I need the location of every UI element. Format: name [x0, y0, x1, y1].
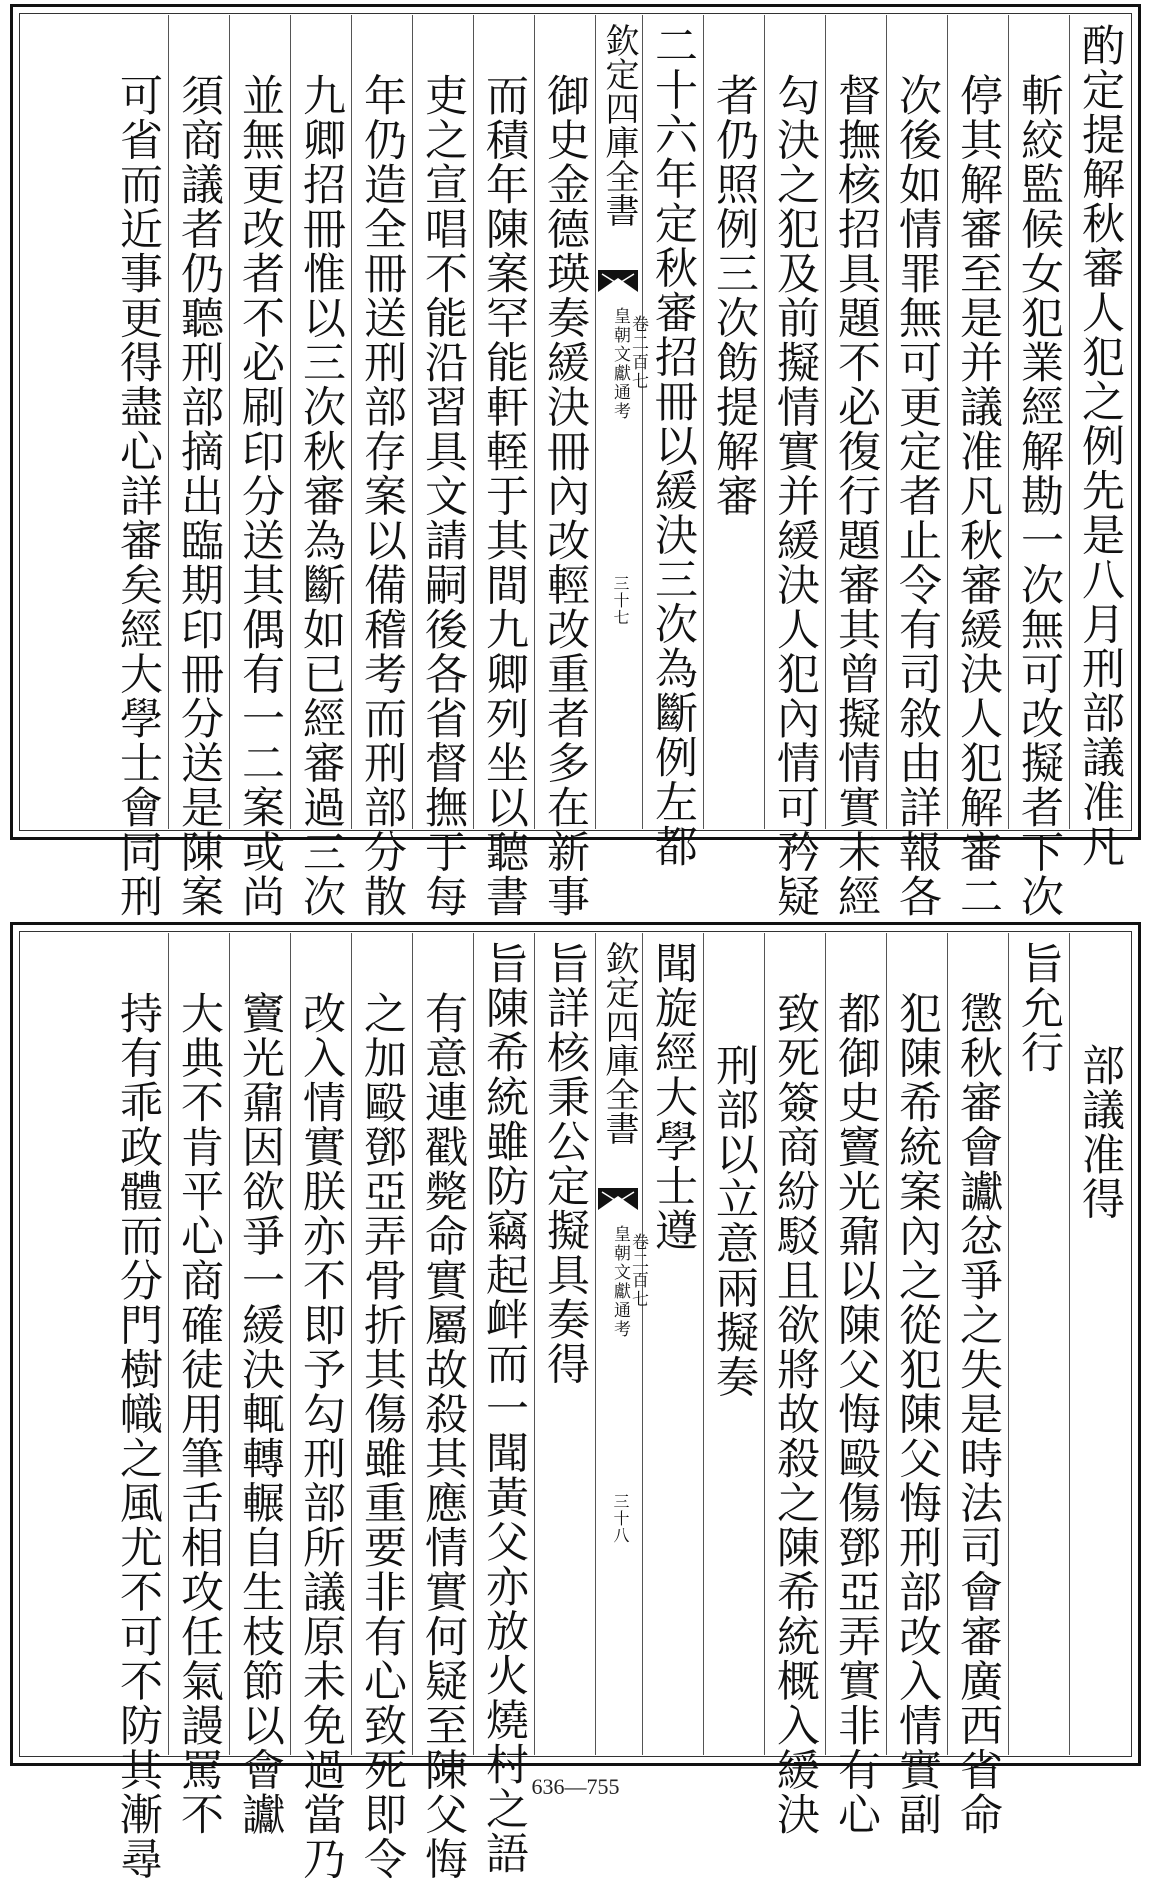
text-column	[229, 15, 290, 919]
fish-tail-mark-icon	[598, 1188, 638, 1210]
center-fold-column	[595, 933, 648, 1755]
text-column	[642, 933, 703, 1755]
column-text: 大典不肯平心商確徒用筆舌相攻任氣謾罵不	[174, 991, 224, 1837]
column-text: 者仍照例三次飭提解審	[709, 73, 759, 518]
column-text: 刑部以立意兩擬奏	[709, 1043, 759, 1399]
text-column	[473, 15, 534, 919]
text-column	[168, 15, 229, 919]
text-column	[703, 15, 764, 829]
column-text: 須商議者仍聽刑部摘出臨期印冊分送是陳案	[174, 73, 224, 919]
page-number-footer: 636—755	[531, 1774, 620, 1799]
text-column	[764, 933, 825, 1837]
column-text: 都御史竇光鼐以陳父悔毆傷鄧亞弄實非有心	[831, 991, 881, 1837]
collection-title: 欽定四庫全書	[599, 23, 639, 227]
text-column	[107, 933, 168, 1881]
text-column	[1069, 933, 1130, 1755]
text-column	[642, 15, 703, 869]
text-column	[1069, 15, 1130, 869]
text-column	[1008, 933, 1069, 1755]
text-column	[412, 933, 473, 1881]
column-text: 有意連戳斃命實屬故殺其應情實何疑至陳父悔	[418, 991, 468, 1881]
text-column	[947, 933, 1008, 1837]
text-column	[290, 15, 351, 919]
text-column	[947, 15, 1008, 919]
column-text: 懲秋審會讞忿爭之失是時法司會審廣西省命	[953, 991, 1003, 1837]
text-column	[1008, 15, 1069, 919]
text-column	[825, 15, 886, 919]
collection-title: 欽定四庫全書	[599, 941, 639, 1145]
column-text: 吏之宣唱不能沿習具文請嗣後各省督撫于每	[418, 73, 468, 919]
top-page-panel	[10, 4, 1141, 919]
column-text: 旨詳核秉公定擬具奏得	[540, 941, 590, 1386]
volume-label: 卷二百七	[628, 1233, 648, 1309]
text-column	[825, 933, 886, 1837]
text-column	[107, 15, 168, 919]
text-column	[290, 933, 351, 1881]
column-text: 而積年陳案罕能軒輊于其間九卿列坐以聽書	[479, 73, 529, 919]
text-column	[534, 15, 595, 919]
fish-tail-mark-icon	[598, 270, 638, 292]
column-text: 斬絞監候女犯業經解勘一次無可改擬者下次	[1014, 73, 1064, 919]
text-column	[412, 15, 473, 919]
column-text: 竇光鼐因欲爭一緩決輒轉輾自生枝節以會讞	[235, 991, 285, 1837]
folio-number: 三十八	[611, 1493, 630, 1544]
text-column	[764, 15, 825, 919]
column-text: 勾決之犯及前擬情實并緩決人犯內情可矜疑	[770, 73, 820, 919]
column-text: 次後如情罪無可更定者止令有司敘由詳報各	[892, 73, 942, 919]
text-column	[534, 933, 595, 1755]
text-column	[703, 933, 764, 1755]
folio-number: 三十七	[611, 575, 630, 626]
column-text: 督撫核招具題不必復行題審其曾擬情實未經	[831, 73, 881, 919]
book-subtitle: 皇朝文獻通考	[610, 1225, 630, 1339]
column-text: 停其解審至是并議准凡秋審緩決人犯解審二	[953, 73, 1003, 919]
column-text: 聞旋經大學士遵	[648, 941, 698, 1253]
column-text: 改入情實朕亦不即予勾刑部所議原未免過當乃	[296, 991, 346, 1881]
column-text: 旨陳希統雖防竊起衅而一聞黃父亦放火燒村之語	[479, 941, 529, 1876]
column-text: 酌定提解秋審人犯之例先是八月刑部議准凡	[1075, 23, 1125, 869]
text-column	[351, 15, 412, 919]
book-subtitle: 皇朝文獻通考	[610, 307, 630, 421]
column-text: 致死簽商紛駁且欲將故殺之陳希統概入緩決	[770, 991, 820, 1837]
text-column	[886, 933, 947, 1837]
column-text: 二十六年定秋審招冊以緩決三次為斷例左都	[648, 23, 698, 869]
top-page-columns	[21, 15, 1130, 919]
column-text: 旨允行	[1014, 941, 1064, 1075]
column-text: 犯陳希統案內之從犯陳父悔刑部改入情實副	[892, 991, 942, 1837]
text-column	[168, 933, 229, 1837]
column-text: 部議准得	[1075, 1043, 1125, 1221]
volume-label: 卷二百七	[628, 315, 648, 391]
text-column	[229, 933, 290, 1837]
column-text: 可省而近事更得盡心詳審矣經大學士會同刑	[113, 73, 163, 919]
column-text: 之加毆鄧亞弄骨折其傷雖重要非有心致死即令	[357, 991, 407, 1881]
text-column	[351, 933, 412, 1881]
column-text: 持有乖政體而分門樹幟之風尤不可不防其漸尋	[113, 991, 163, 1881]
text-column	[886, 15, 947, 919]
column-text: 年仍造全冊送刑部存案以備稽考而刑部分散	[357, 73, 407, 919]
column-text: 九卿招冊惟以三次秋審為斷如已經審過三次	[296, 73, 346, 919]
text-column	[473, 933, 534, 1876]
column-text: 御史金德瑛奏緩決冊內改輕改重者多在新事	[540, 73, 590, 919]
center-fold-column	[595, 15, 648, 829]
column-text: 並無更改者不必刷印分送其偶有一二案或尚	[235, 73, 285, 919]
